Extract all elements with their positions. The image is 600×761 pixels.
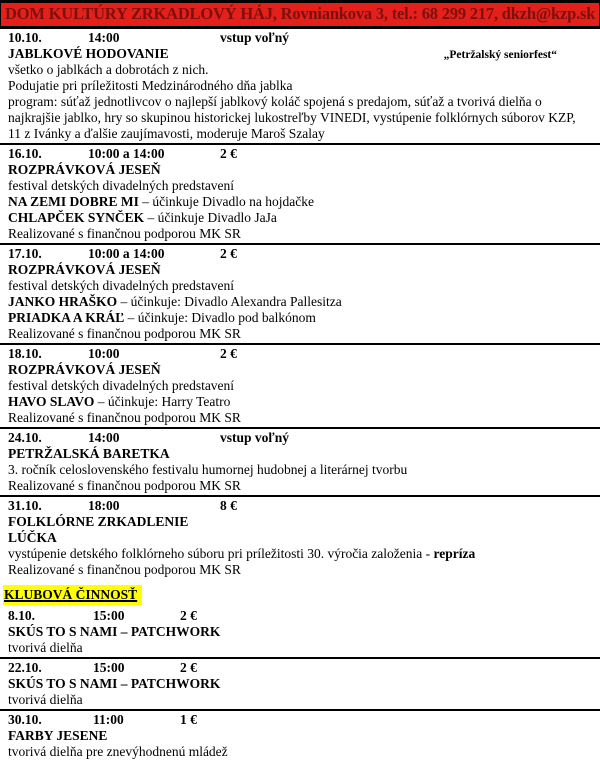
event-title: ROZPRÁVKOVÁ JESEŇ — [8, 362, 161, 377]
event-title: PETRŽALSKÁ BARETKA — [8, 446, 170, 461]
description-segment: festival detských divadelných predstavení — [8, 278, 235, 293]
event-title-row — [8, 262, 592, 278]
event-time: 14:00 — [88, 430, 120, 445]
event-meta-row — [8, 498, 592, 514]
event-description-line — [8, 394, 592, 410]
event-title: SKÚS TO S NAMI – PATCHWORK — [8, 624, 221, 639]
event-description-line — [8, 378, 592, 394]
event-price: 2 € — [220, 246, 237, 261]
event-description-line — [8, 178, 592, 194]
venue-header-banner — [0, 0, 600, 29]
description-segment: PRIADKA A KRÁĽ — [8, 310, 125, 325]
description-segment: tvorivá dielňa — [8, 692, 83, 707]
event-description-line — [8, 278, 592, 294]
description-segment: Realizované s finančnou podporou MK SR — [8, 326, 241, 341]
event-description-line — [8, 62, 592, 78]
event-description-line — [8, 462, 592, 478]
event-time: 10:00 a 14:00 — [88, 246, 165, 261]
event-description-line — [8, 478, 592, 494]
event-block — [0, 427, 600, 495]
description-segment: CHLAPČEK SYNČEK — [8, 210, 145, 225]
venue-title: DOM KULTÚRY ZRKADLOVÝ HÁJ, Rovniankova 3, tel.: 68 299 217, dkzh@kzp.sk — [5, 4, 596, 23]
event-description-line — [8, 744, 592, 760]
event-title-row — [8, 728, 592, 744]
event-date: 30.10. — [8, 712, 42, 727]
event-price: 1 € — [180, 712, 197, 727]
event-date: 8.10. — [8, 608, 35, 623]
event-note: „Petržalský seniorfest“ — [443, 49, 557, 61]
event-meta-row — [8, 608, 592, 624]
event-description-line — [8, 310, 592, 326]
section-heading-row — [0, 585, 600, 607]
description-segment: Podujatie pri príležitosti Medzinárodného dňa jablka — [8, 78, 293, 93]
event-time: 15:00 — [93, 608, 125, 623]
description-segment: repríza — [433, 546, 476, 561]
event-block — [0, 343, 600, 427]
description-segment: festival detských divadelných predstavení — [8, 178, 235, 193]
event-date: 22.10. — [8, 660, 42, 675]
description-segment: Realizované s finančnou podporou MK SR — [8, 562, 241, 577]
event-block — [0, 495, 600, 579]
event-date: 24.10. — [8, 430, 42, 445]
event-date: 31.10. — [8, 498, 42, 513]
event-date: 18.10. — [8, 346, 42, 361]
event-price: 8 € — [220, 498, 237, 513]
event-date: 17.10. — [8, 246, 42, 261]
event-price: vstup voľný — [220, 30, 289, 45]
event-description-line — [8, 326, 592, 342]
event-price: 2 € — [180, 660, 197, 675]
event-block — [0, 143, 600, 243]
event-meta-row — [8, 30, 592, 46]
event-meta-row — [8, 246, 592, 262]
event-price: 2 € — [220, 346, 237, 361]
event-description-line — [8, 410, 592, 426]
description-segment: HAVO SLAVO — [8, 394, 95, 409]
event-title-row — [8, 362, 592, 378]
description-segment: program: súťaž jednotlivcov o najlepší jablkový koláč spojená s predajom, súťaž a tvorivá dielňa o najkrajšie jablko, hry so skupinou historickej lukostreľby VINEDI, vystúpenie folklórnych súborov KZP, 11 z Ivánky a ďalšie zaujímavosti, moderuje Maroš Szalay — [8, 94, 576, 141]
event-title: FOLKLÓRNE ZRKADLENIE — [8, 514, 189, 529]
event-date: 16.10. — [8, 146, 42, 161]
event-price: 2 € — [180, 608, 197, 623]
event-title-row — [8, 624, 592, 640]
event-price: vstup voľný — [220, 430, 289, 445]
event-price: 2 € — [220, 146, 237, 161]
description-segment: – účinkuje: Harry Teatro — [94, 394, 231, 409]
event-description-line — [8, 640, 592, 656]
description-segment: Realizované s finančnou podporou MK SR — [8, 478, 241, 493]
description-segment: 3. ročník celoslovenského festivalu humornej hudobnej a literárnej tvorbu — [8, 462, 408, 477]
event-meta-row — [8, 660, 592, 676]
event-description-line — [8, 78, 592, 94]
event-meta-row — [8, 712, 592, 728]
event-description-line — [8, 94, 592, 142]
event-date: 10.10. — [8, 30, 42, 45]
event-title-row — [8, 514, 592, 530]
event-description-line — [8, 546, 592, 562]
event-description-line — [8, 226, 592, 242]
description-segment: – účinkuje Divadlo na hojdačke — [138, 194, 314, 209]
description-segment: tvorivá dielňa — [8, 640, 83, 655]
description-segment: vystúpenie detského folklórneho súboru pri príležitosti 30. výročia založenia - — [8, 546, 434, 561]
event-meta-row — [8, 430, 592, 446]
event-description-line — [8, 562, 592, 578]
event-title-row — [8, 676, 592, 692]
event-description-line — [8, 692, 592, 708]
event-block — [0, 607, 600, 657]
description-segment: – účinkuje Divadlo JaJa — [144, 210, 277, 225]
description-segment: Realizované s finančnou podporou MK SR — [8, 226, 241, 241]
description-segment: JANKO HRAŠKO — [8, 294, 118, 309]
description-segment: – účinkuje: Divadlo pod balkónom — [124, 310, 316, 325]
event-block — [0, 243, 600, 343]
description-segment: NA ZEMI DOBRE MI — [8, 194, 139, 209]
event-time: 14:00 — [88, 30, 120, 45]
event-title-row — [8, 162, 592, 178]
description-segment: tvorivá dielňa pre znevýhodnenú mládež — [8, 744, 228, 759]
description-segment: – účinkuje: Divadlo Alexandra Pallesitza — [117, 294, 342, 309]
section-club — [0, 585, 600, 761]
event-title: ROZPRÁVKOVÁ JESEŇ — [8, 262, 161, 277]
description-segment: všetko o jablkách a dobrotách z nich. — [8, 62, 209, 77]
event-block — [0, 709, 600, 761]
event-title-row — [8, 446, 592, 462]
event-title: JABLKOVÉ HODOVANIE — [8, 46, 169, 61]
event-time: 15:00 — [93, 660, 125, 675]
description-segment: festival detských divadelných predstavení — [8, 378, 235, 393]
event-time: 10:00 — [88, 346, 120, 361]
event-meta-row — [8, 346, 592, 362]
event-time: 18:00 — [88, 498, 120, 513]
event-block — [0, 657, 600, 709]
event-time: 11:00 — [93, 712, 124, 727]
event-title: ROZPRÁVKOVÁ JESEŇ — [8, 162, 161, 177]
event-title: FARBY JESENE — [8, 728, 108, 743]
event-title: SKÚS TO S NAMI – PATCHWORK — [8, 676, 221, 691]
event-time: 10:00 a 14:00 — [88, 146, 165, 161]
description-segment: Realizované s finančnou podporou MK SR — [8, 410, 241, 425]
events-list — [0, 29, 600, 761]
event-title-row — [8, 46, 592, 62]
event-subtitle: LÚČKA — [8, 530, 57, 545]
section-heading: KLUBOVÁ ČINNOSŤ — [3, 585, 142, 605]
event-description-line — [8, 210, 592, 226]
event-meta-row — [8, 146, 592, 162]
section-main — [0, 29, 600, 579]
event-description-line — [8, 194, 592, 210]
event-block — [0, 29, 600, 143]
event-description-line — [8, 294, 592, 310]
